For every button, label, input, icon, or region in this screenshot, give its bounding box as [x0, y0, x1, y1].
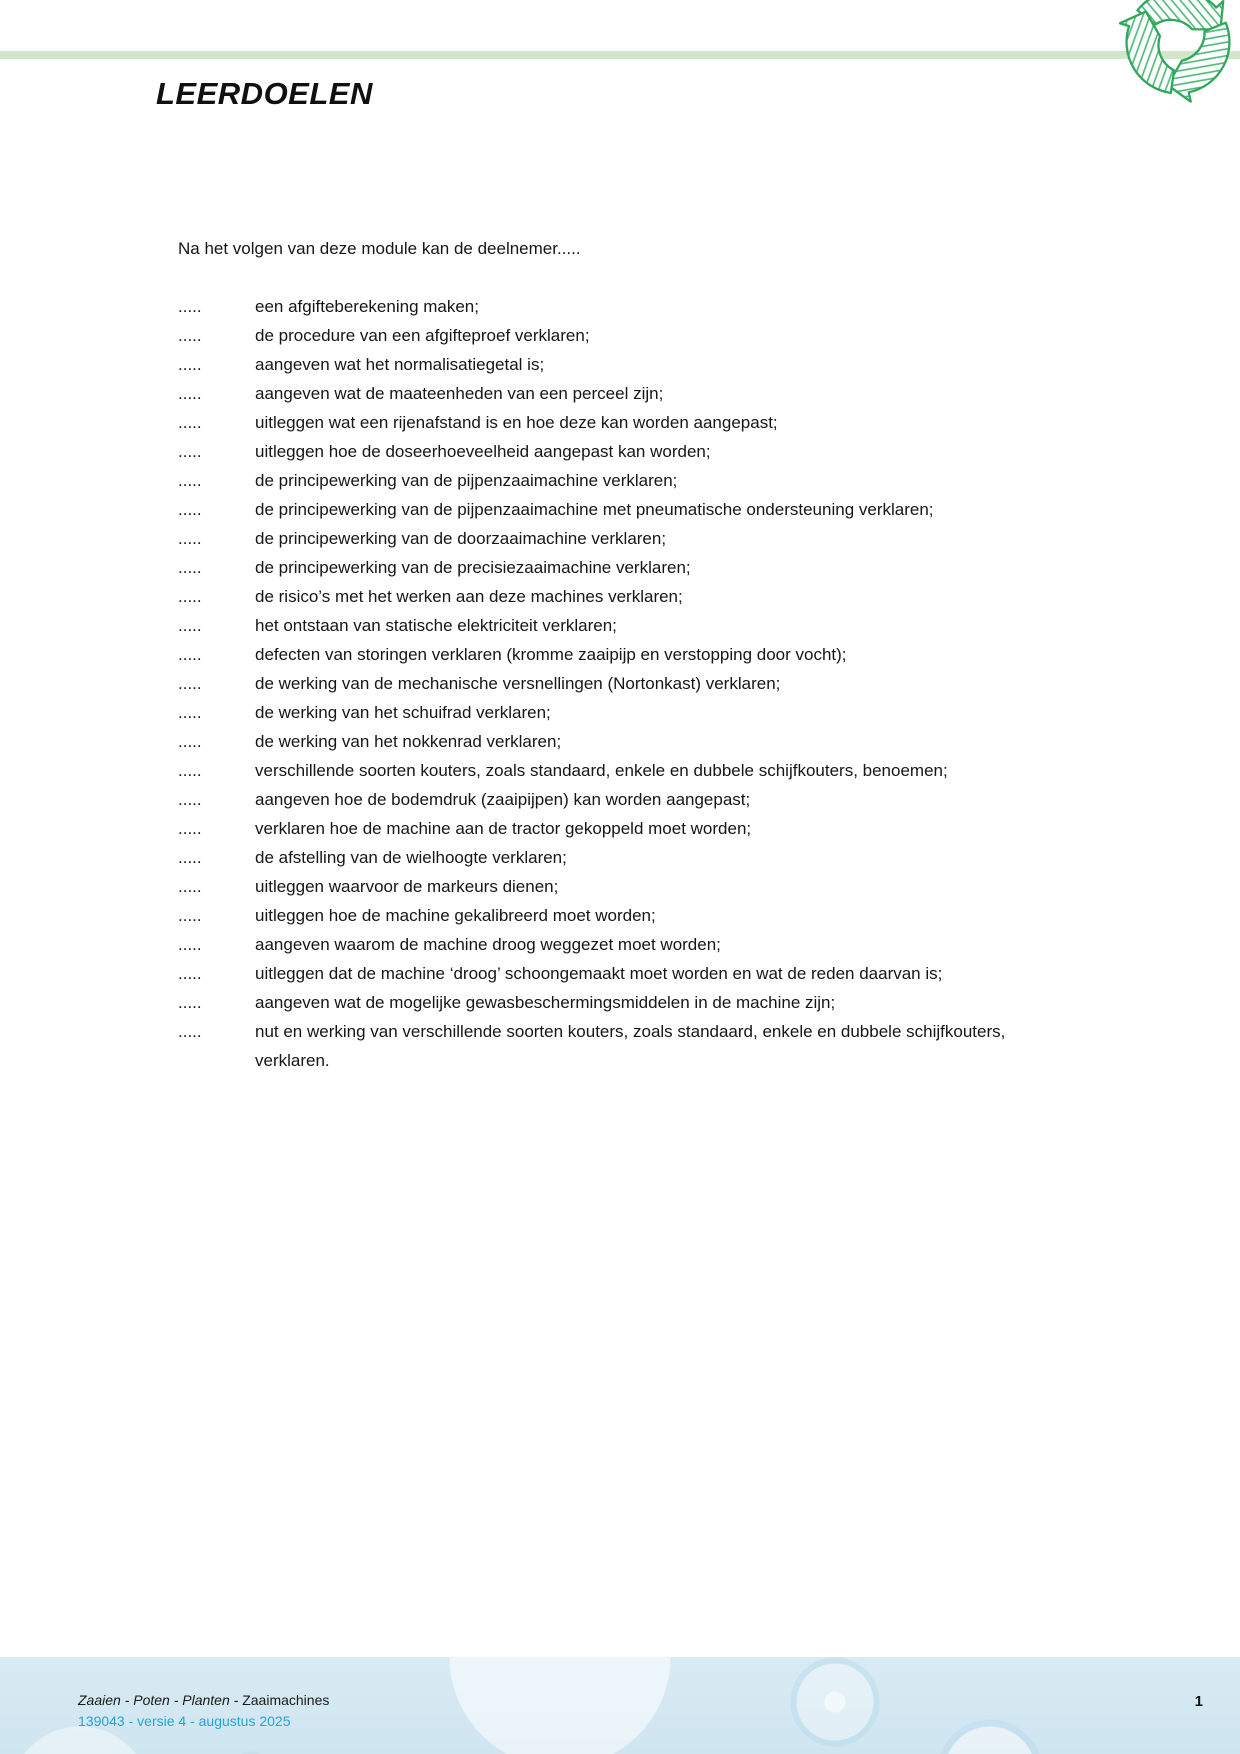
list-item [178, 611, 1038, 640]
goal-text: nut en werking van verschillende soorten kouters, zoals standaard, enkele en dubbele schijfkouters, verklaren. [255, 1022, 1006, 1070]
goal-text: de principewerking van de precisiezaaimachine verklaren; [255, 558, 691, 577]
goal-text: een afgifteberekening maken; [255, 297, 479, 316]
bullet-dots: ..... [178, 906, 202, 925]
goal-text: de risico’s met het werken aan deze machines verklaren; [255, 587, 683, 606]
bullet-dots: ..... [178, 819, 202, 838]
goal-text: uitleggen hoe de machine gekalibreerd moet worden; [255, 906, 656, 925]
footer-series-module: Zaaimachines [242, 1692, 330, 1708]
goal-text: de werking van het schuifrad verklaren; [255, 703, 551, 722]
list-item [178, 669, 1038, 698]
bullet-dots: ..... [178, 761, 202, 780]
list-item [178, 901, 1038, 930]
goal-text: de werking van de mechanische versnellingen (Nortonkast) verklaren; [255, 674, 781, 693]
footer-series-title: Zaaien - Poten - Planten - [78, 1692, 243, 1708]
list-item [178, 640, 1038, 669]
goal-text: aangeven wat het normalisatiegetal is; [255, 355, 545, 374]
bullet-dots: ..... [178, 935, 202, 954]
bullet-dots: ..... [178, 384, 202, 403]
bullet-dots: ..... [178, 355, 202, 374]
goal-text: de procedure van een afgifteproef verklaren; [255, 326, 590, 345]
bullet-dots: ..... [178, 674, 202, 693]
page-number: 1 [1194, 1693, 1203, 1710]
bullet-dots: ..... [178, 848, 202, 867]
goal-text: uitleggen dat de machine ‘droog’ schoongemaakt moet worden en wat de reden daarvan is; [255, 964, 943, 983]
bullet-dots: ..... [178, 964, 202, 983]
goal-text: uitleggen waarvoor de markeurs dienen; [255, 877, 559, 896]
goal-text: aangeven wat de mogelijke gewasbeschermingsmiddelen in de machine zijn; [255, 993, 836, 1012]
bullet-dots: ..... [178, 558, 202, 577]
bullet-dots: ..... [178, 587, 202, 606]
list-item [178, 727, 1038, 756]
list-item [178, 350, 1038, 379]
list-item [178, 408, 1038, 437]
list-item [178, 524, 1038, 553]
goal-text: verklaren hoe de machine aan de tractor gekoppeld moet worden; [255, 819, 752, 838]
bullet-dots: ..... [178, 645, 202, 664]
list-item [178, 1017, 1038, 1075]
bullet-dots: ..... [178, 993, 202, 1012]
list-item [178, 553, 1038, 582]
list-item [178, 756, 1038, 785]
goal-text: uitleggen wat een rijenafstand is en hoe deze kan worden aangepast; [255, 413, 778, 432]
list-item [178, 930, 1038, 959]
bullet-dots: ..... [178, 1022, 202, 1041]
goal-text: defecten van storingen verklaren (kromme zaaipijp en verstopping door vocht); [255, 645, 847, 664]
main-content [178, 234, 1038, 1075]
list-item [178, 321, 1038, 350]
intro-text: Na het volgen van deze module kan de deelnemer..... [178, 239, 581, 258]
goal-text: aangeven wat de maateenheden van een perceel zijn; [255, 384, 664, 403]
goal-text: de principewerking van de pijpenzaaimachine met pneumatische ondersteuning verklaren; [255, 500, 934, 519]
list-item [178, 814, 1038, 843]
list-item [178, 959, 1038, 988]
bullet-dots: ..... [178, 297, 202, 316]
list-item [178, 495, 1038, 524]
footer-version: 139043 - versie 4 - augustus 2025 [78, 1713, 291, 1729]
goal-text: aangeven hoe de bodemdruk (zaaipijpen) kan worden aangepast; [255, 790, 751, 809]
goal-text: uitleggen hoe de doseerhoeveelheid aangepast kan worden; [255, 442, 711, 461]
list-item [178, 582, 1038, 611]
page-title: LEERDOELEN [156, 76, 373, 111]
goal-text: het ontstaan van statische elektriciteit verklaren; [255, 616, 617, 635]
list-item [178, 785, 1038, 814]
list-item [178, 988, 1038, 1017]
goal-text: de principewerking van de doorzaaimachine verklaren; [255, 529, 667, 548]
top-accent-bar [0, 51, 1240, 59]
bullet-dots: ..... [178, 326, 202, 345]
list-item [178, 843, 1038, 872]
list-item [178, 292, 1038, 321]
footer-meta [78, 1690, 329, 1732]
list-item [178, 466, 1038, 495]
footer-series [78, 1690, 329, 1711]
footer-band [0, 1657, 1240, 1754]
goal-text: aangeven waarom de machine droog weggezet moet worden; [255, 935, 721, 954]
list-item [178, 698, 1038, 727]
list-item [178, 872, 1038, 901]
bullet-dots: ..... [178, 413, 202, 432]
goal-text: de principewerking van de pijpenzaaimachine verklaren; [255, 471, 678, 490]
bullet-dots: ..... [178, 790, 202, 809]
goal-text: de afstelling van de wielhoogte verklaren; [255, 848, 567, 867]
bullet-dots: ..... [178, 471, 202, 490]
goal-list [178, 292, 1038, 1075]
bullet-dots: ..... [178, 616, 202, 635]
list-item [178, 437, 1038, 466]
bullet-dots: ..... [178, 529, 202, 548]
bullet-dots: ..... [178, 703, 202, 722]
bullet-dots: ..... [178, 442, 202, 461]
bullet-dots: ..... [178, 500, 202, 519]
bullet-dots: ..... [178, 877, 202, 896]
goal-text: de werking van het nokkenrad verklaren; [255, 732, 562, 751]
list-item [178, 379, 1038, 408]
recycle-icon [1093, 0, 1240, 122]
bullet-dots: ..... [178, 732, 202, 751]
goal-text: verschillende soorten kouters, zoals standaard, enkele en dubbele schijfkouters, benoemen; [255, 761, 948, 780]
